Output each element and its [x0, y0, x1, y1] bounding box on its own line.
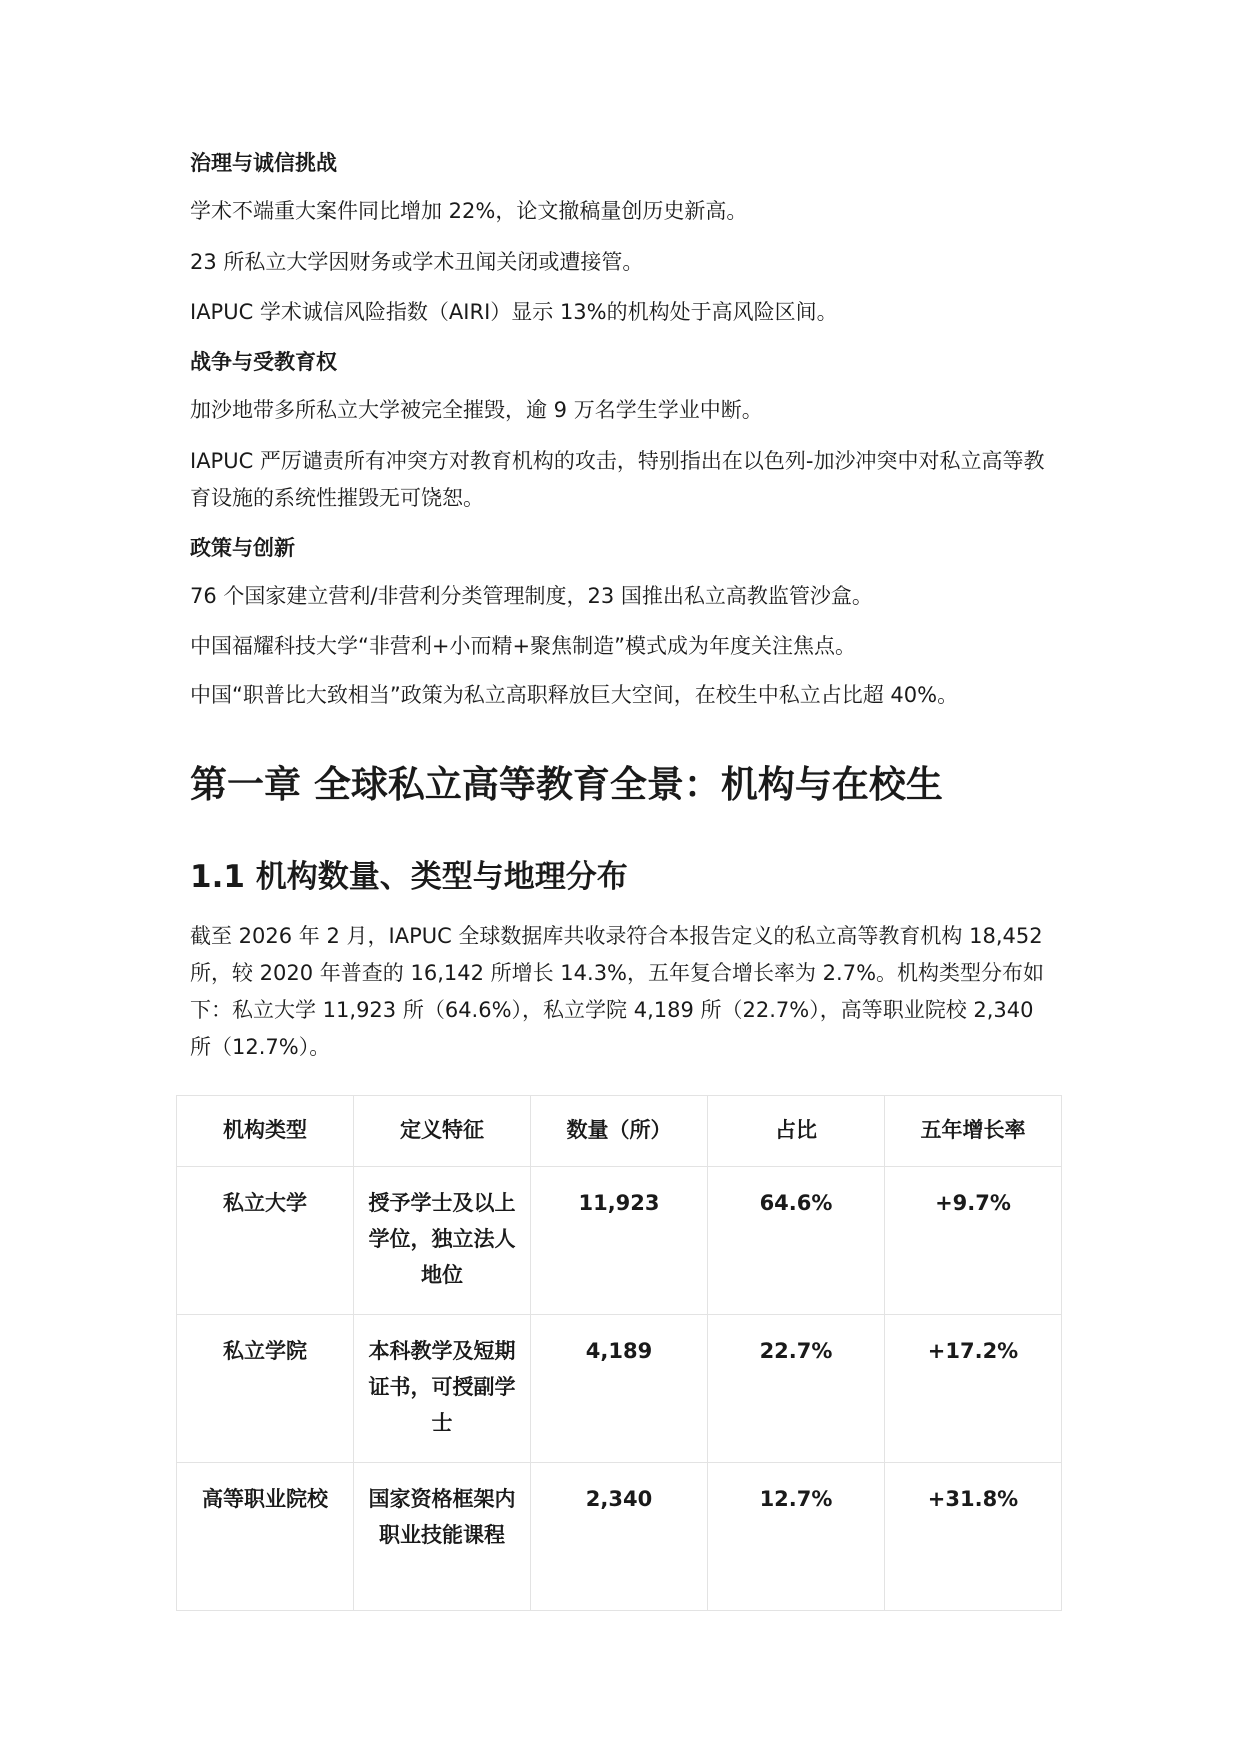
chapter-title: 第一章 全球私立高等教育全景：机构与在校生: [190, 763, 943, 806]
table-row: [177, 1463, 1062, 1611]
governance-item-3: IAPUC 学术诚信风险指数（AIRI）显示 13%的机构处于高风险区间。: [190, 300, 838, 324]
institution-type-table: [176, 1095, 1062, 1611]
cell-growth: +9.7%: [885, 1167, 1062, 1315]
policy-item-3: 中国“职普比大致相当”政策为私立高职释放巨大空间，在校生中私立占比超 40%。: [190, 683, 959, 707]
policy-item-1: 76 个国家建立营利/非营利分类管理制度，23 国推出私立高教监管沙盒。: [190, 584, 873, 608]
cell-type: 私立学院: [177, 1315, 354, 1463]
cell-count: 4,189: [531, 1315, 708, 1463]
header-growth: 五年增长率: [885, 1096, 1062, 1167]
war-item-2: IAPUC 严厉谴责所有冲突方对教育机构的攻击，特别指出在以色列-加沙冲突中对私立高等教育设施的系统性摧毁无可饶恕。: [190, 449, 1045, 510]
table-row: [177, 1315, 1062, 1463]
cell-share: 64.6%: [708, 1167, 885, 1315]
section-title: 1.1 机构数量、类型与地理分布: [190, 859, 628, 895]
cell-definition: 本科教学及短期证书，可授副学士: [354, 1315, 531, 1463]
cell-type: 高等职业院校: [177, 1463, 354, 1611]
cell-count: 11,923: [531, 1167, 708, 1315]
cell-type: 私立大学: [177, 1167, 354, 1315]
war-heading: 战争与受教育权: [190, 350, 337, 374]
section-intro: 截至 2026 年 2 月，IAPUC 全球数据库共收录符合本报告定义的私立高等教育机构 18,452 所，较 2020 年普查的 16,142 所增长 14.3%，五年复合增长率为 2.7%。机构类型分布如下：私立大学 11,923 所（64.6%），私立学院 4,189 所（22.7%），高等职业院校 2,340 所（12.7%）。: [190, 924, 1045, 1059]
cell-share: 12.7%: [708, 1463, 885, 1611]
policy-heading: 政策与创新: [190, 536, 295, 560]
header-type: 机构类型: [177, 1096, 354, 1167]
governance-item-1: 学术不端重大案件同比增加 22%，论文撤稿量创历史新高。: [190, 199, 748, 223]
governance-heading: 治理与诚信挑战: [190, 151, 337, 175]
cell-count: 2,340: [531, 1463, 708, 1611]
cell-growth: +17.2%: [885, 1315, 1062, 1463]
header-share: 占比: [708, 1096, 885, 1167]
table-row: [177, 1167, 1062, 1315]
cell-definition: 授予学士及以上学位，独立法人地位: [354, 1167, 531, 1315]
header-definition: 定义特征: [354, 1096, 531, 1167]
war-item-1: 加沙地带多所私立大学被完全摧毁，逾 9 万名学生学业中断。: [190, 398, 763, 422]
policy-item-2: 中国福耀科技大学“非营利+小而精+聚焦制造”模式成为年度关注焦点。: [190, 634, 856, 658]
cell-growth: +31.8%: [885, 1463, 1062, 1611]
governance-item-2: 23 所私立大学因财务或学术丑闻关闭或遭接管。: [190, 250, 644, 274]
table-header-row: [177, 1096, 1062, 1167]
cell-share: 22.7%: [708, 1315, 885, 1463]
cell-definition: 国家资格框架内职业技能课程: [354, 1463, 531, 1611]
header-count: 数量（所）: [531, 1096, 708, 1167]
